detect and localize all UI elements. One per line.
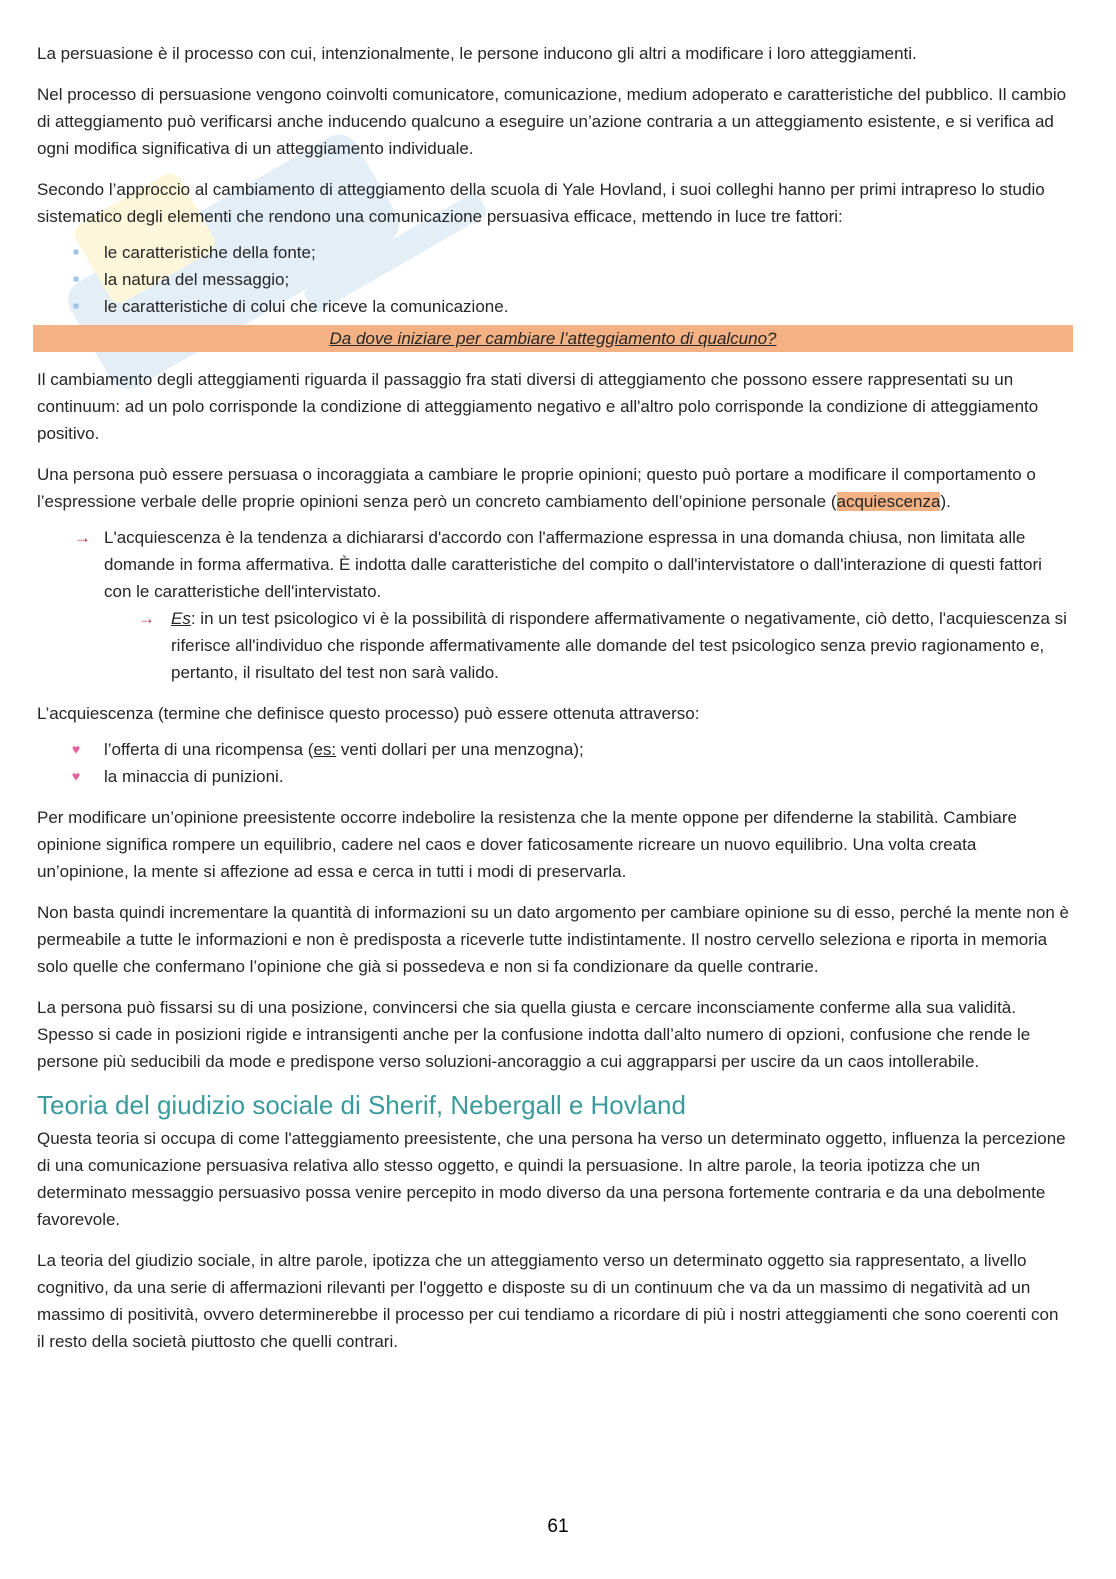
- list-item: ■ le caratteristiche della fonte;: [37, 239, 1069, 266]
- paragraph-informazioni: Non basta quindi incrementare la quantità di informazioni su un dato argomento per cambiare opinione su di esso, perché la mente non è permeabile a tutte le informazioni e non è predisposta a riceverle tutte indistintamente. Il nostro cervello seleziona e riporta in memoria solo quelle che confermano l’opinione che già si possedeva e non si fa condizionare da quelle contrarie.: [37, 903, 1069, 976]
- square-bullet-icon: ■: [72, 274, 80, 285]
- square-bullet-icon: ■: [72, 301, 80, 312]
- heart-icon: ♥: [71, 768, 81, 784]
- heart-icon: ♥: [71, 741, 81, 757]
- right-arrow-icon: →: [138, 609, 155, 628]
- section-banner: Da dove iniziare per cambiare l’atteggiamento di qualcuno?: [33, 325, 1073, 352]
- right-arrow-icon: →: [74, 528, 91, 547]
- paragraph-acquiescenza: Una persona può essere persuasa o incoraggiata a cambiare le proprie opinioni; questo può portare a modificare il comportamento o l’espressione verbale delle proprie opinioni senza però un concreto cambiamento dell’opinione personale (acquiescenza).: [37, 465, 1036, 511]
- paragraph-giudizio: La teoria del giudizio sociale, in altre parole, ipotizza che un atteggiamento verso un determinato oggetto sia rappresentato, a livello cognitivo, da una serie di affermazioni rilevanti per l'oggetto e disposte su di un continuum che va da un massimo di negatività ad un massimo di positività, ovvero determinerebbe il processo per cui tendiamo a ricordare di più i nostri atteggiamenti che sono coerenti con il resto della società piuttosto che quelli contrari.: [37, 1251, 1059, 1351]
- paragraph-persuasione: La persuasione è il processo con cui, intenzionalmente, le persone inducono gli altri a modificare i loro atteggiamenti.: [37, 44, 917, 63]
- arrow-note-example: → Es: in un test psicologico vi è la possibilità di rispondere affermativamente o negativamente, ciò detto, l'acquiescenza si riferisce all'individuo che risponde affermativamente alle domande del test psicologico senza previo ragionamento e, pertanto, il risultato del test non sarà valido.: [37, 605, 1069, 686]
- arrow-note-definition: → L'acquiescenza è la tendenza a dichiararsi d'accordo con l'affermazione espressa in una domanda chiusa, non limitata alle domande in forma affermativa. È indotta dalle caratteristiche del compito o dall'intervistatore o dall'interazione di questi fattori con le caratteristiche dell'intervistato.: [37, 524, 1069, 605]
- example-label: Es: [171, 609, 191, 628]
- paragraph-teoria: Questa teoria si occupa di come l'atteggiamento preesistente, che una persona ha verso un determinato oggetto, influenza la percezione di una comunicazione persuasiva relativa allo stesso oggetto, e quindi la persuasione. In altre parole, la teoria ipotizza che un determinato messaggio persuasivo possa venire percepito in modo diverso da una persona fortemente contraria e da una debolmente favorevole.: [37, 1129, 1066, 1229]
- factors-list: [37, 239, 1069, 320]
- paragraph-modificare: Per modificare un’opinione preesistente occorre indebolire la resistenza che la mente oppone per difenderne la stabilità. Cambiare opinione significa rompere un equilibrio, cadere nel caos e dover faticosamente ricreare un nuovo equilibrio. Una volta creata un’opinione, la mente si affezione ad essa e cerca in tutti i modi di preservarla.: [37, 808, 1017, 881]
- list-item: ♥ la minaccia di punizioni.: [37, 763, 1069, 790]
- list-item: ♥ l’offerta di una ricompensa (es: venti dollari per una menzogna);: [37, 736, 1069, 763]
- paragraph-posizione: La persona può fissarsi su di una posizione, convincersi che sia quella giusta e cercare inconsciamente conferme alla sua validità. Spesso si cade in posizioni rigide e intransigenti anche per la confusione indotta dall’alto numero di opzioni, confusione che rende le persone più seducibili da mode e predispone verso soluzioni-ancoraggio a cui aggrapparsi per uscire da un caos intollerabile.: [37, 998, 1031, 1071]
- page-number: 61: [547, 1516, 569, 1537]
- highlighted-term: acquiescenza: [836, 492, 941, 511]
- means-list: [37, 736, 1069, 790]
- paragraph-continuum: Il cambiamento degli atteggiamenti riguarda il passaggio fra stati diversi di atteggiamento che possono essere rappresentati su un continuum: ad un polo corrisponde la condizione di atteggiamento negativo e all'altro polo corrisponde la condizione di atteggiamento positivo.: [37, 370, 1039, 443]
- list-item: ■ la natura del messaggio;: [37, 266, 1069, 293]
- paragraph-yale: Secondo l’approccio al cambiamento di atteggiamento della scuola di Yale Hovland, i suoi colleghi hanno per primi intrapreso lo studio sistematico degli elementi che rendono una comunicazione persuasiva efficace, mettendo in luce tre fattori:: [37, 180, 1045, 226]
- paragraph-processo: Nel processo di persuasione vengono coinvolti comunicatore, comunicazione, medium adoperato e caratteristiche del pubblico. Il cambio di atteggiamento può verificarsi anche inducendo qualcuno a eseguire un’azione contraria a un atteggiamento esistente, e si verifica ad ogni modifica significativa di un atteggiamento individuale.: [37, 85, 1067, 158]
- list-item: ■ le caratteristiche di colui che riceve la comunicazione.: [37, 293, 1069, 320]
- document-page: [37, 40, 1069, 1369]
- paragraph-ottenuta: L’acquiescenza (termine che definisce questo processo) può essere ottenuta attraverso:: [37, 704, 700, 723]
- section-heading: Teoria del giudizio sociale di Sherif, Nebergall e Hovland: [37, 1090, 686, 1120]
- square-bullet-icon: ■: [72, 247, 80, 258]
